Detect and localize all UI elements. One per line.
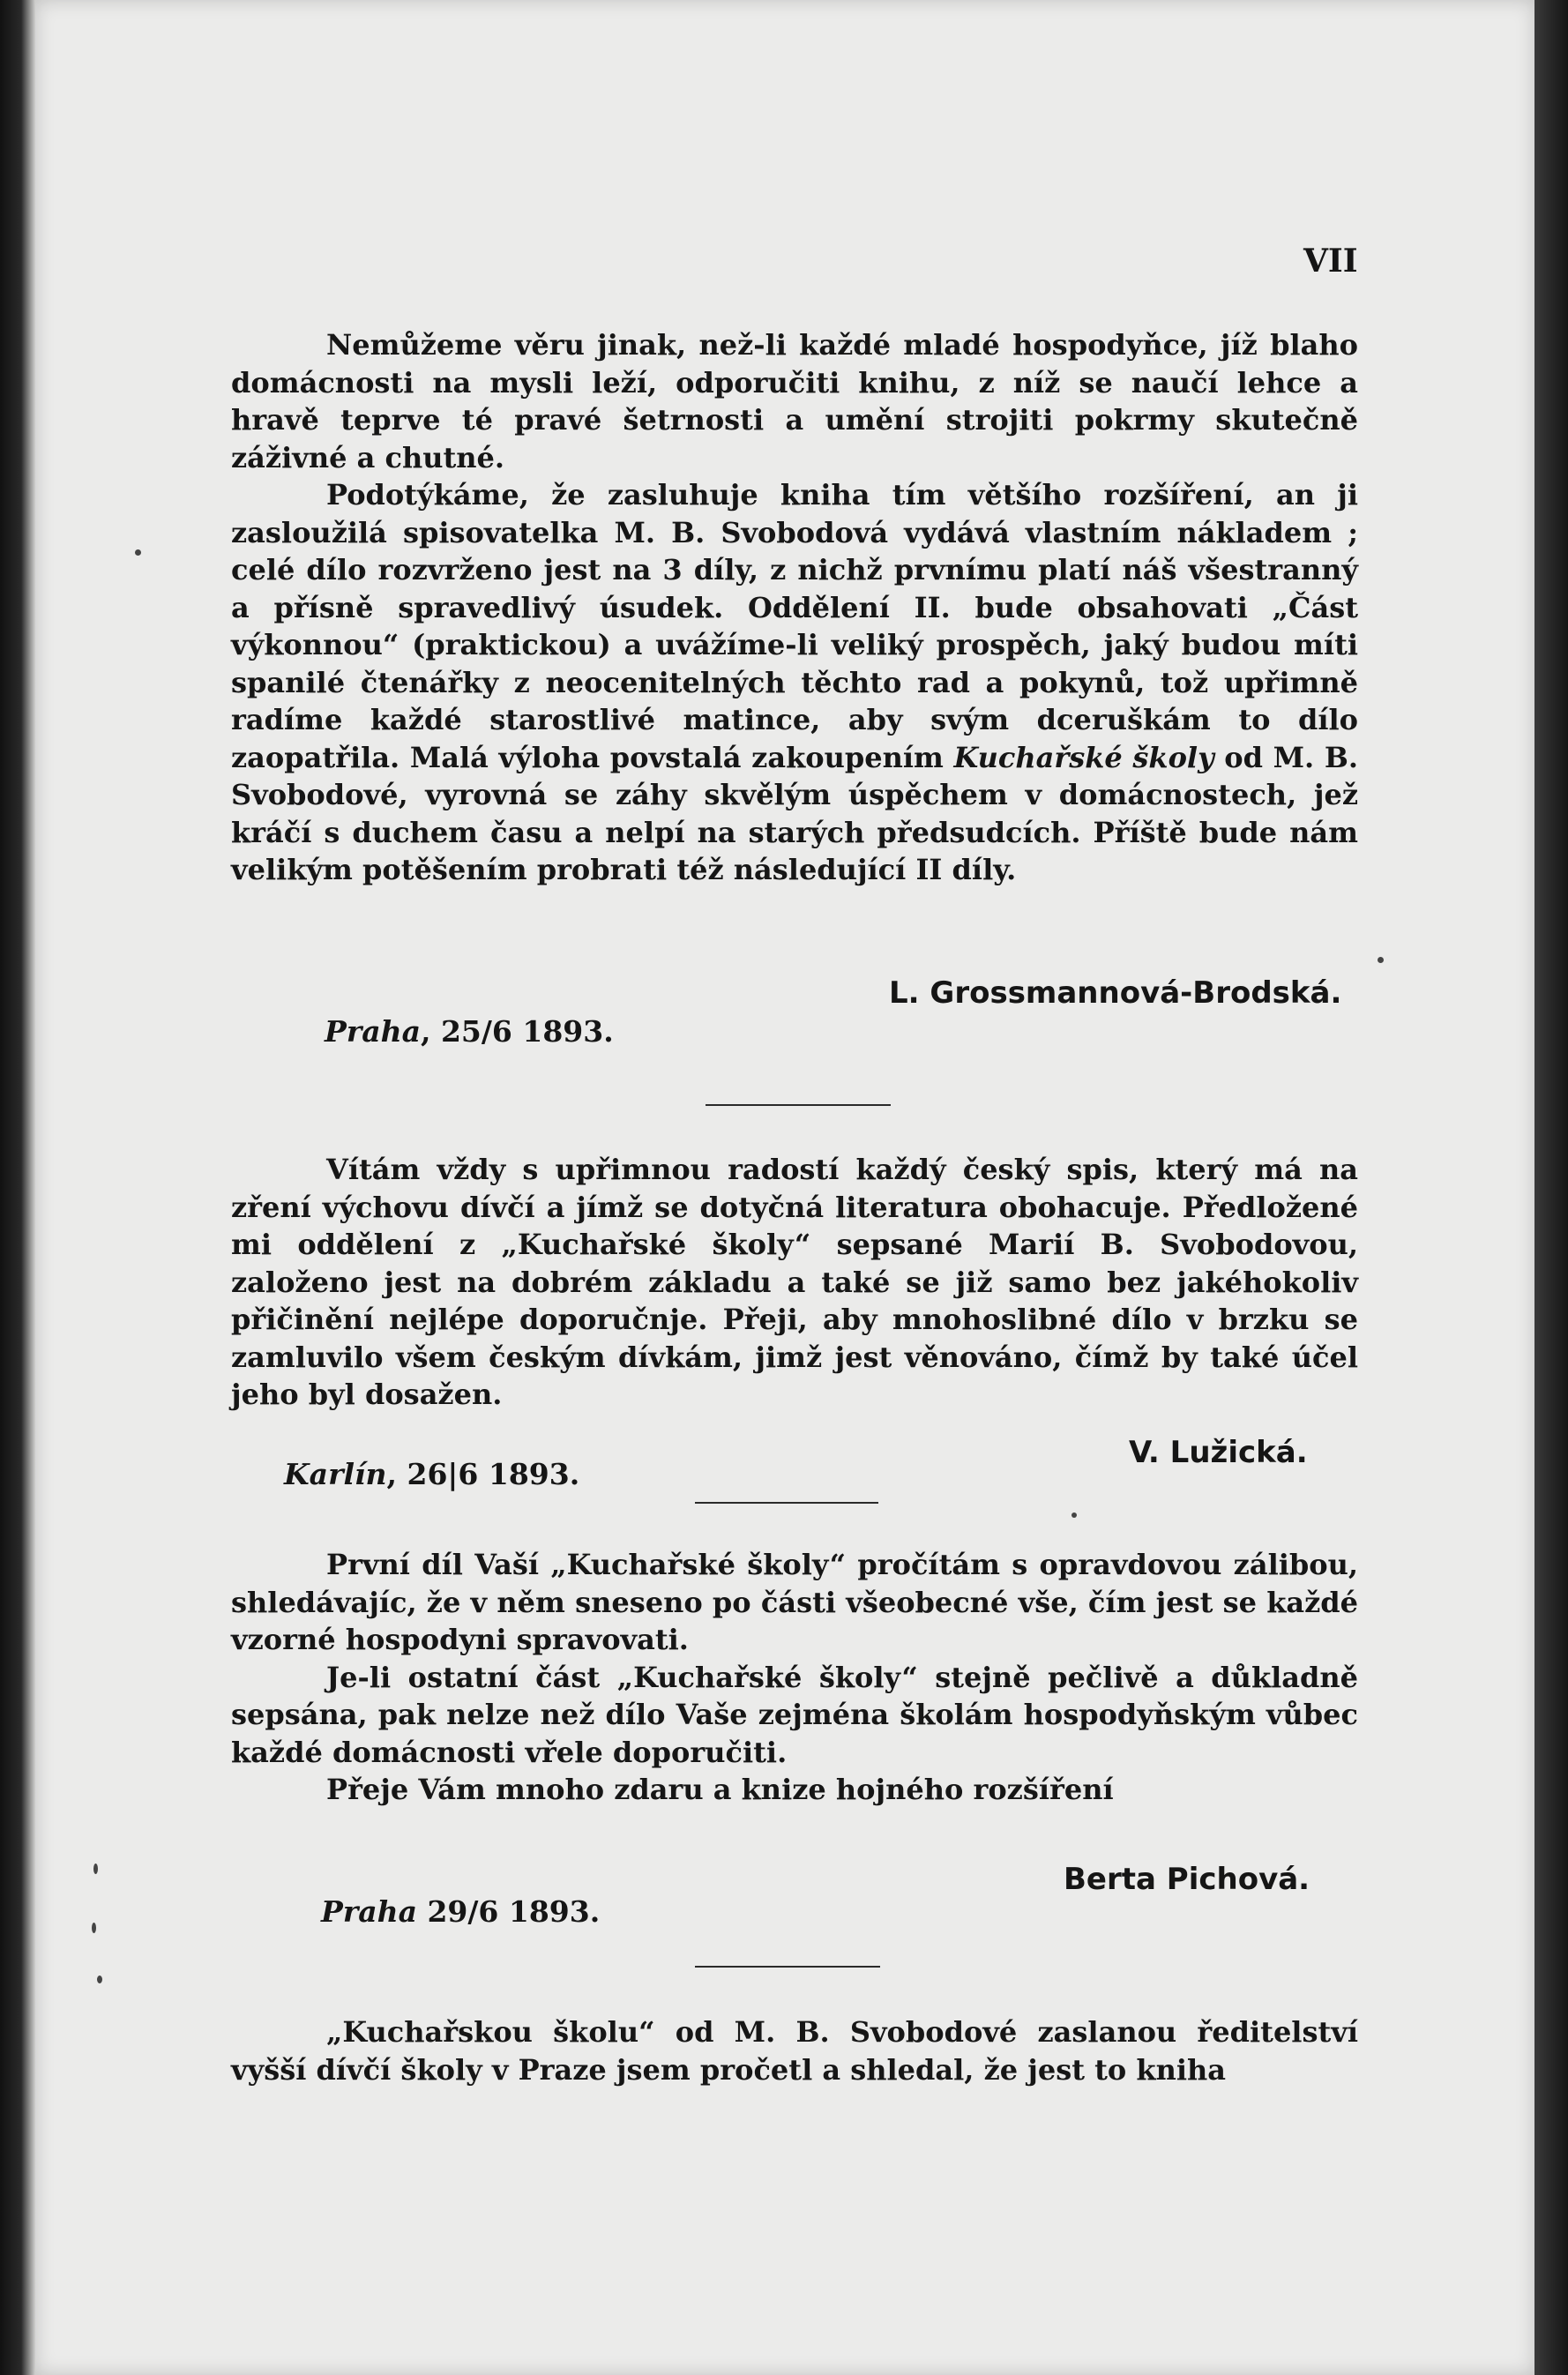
scan-speck [97,1975,102,1983]
place-date-1 [325,1014,614,1049]
book-title-italic: Kuchařské školy [953,740,1214,774]
section-divider-2 [695,1502,878,1504]
scan-right-edge [1534,0,1568,2375]
review-4-paragraph-1: „Kuchařskou školu“ od M. B. Svobodové zaslanou ředitelství vyšší dívčí školy v Praze jsem pročetl a shledal, že jest to kniha [231,2015,1358,2087]
review-section-3 [231,1546,1358,1809]
scan-speck [93,1863,98,1874]
review-section-4 [231,2013,1358,2088]
review-1-paragraph-1: Nemůžeme věru jinak, než-li každé mladé hospodyňce, jíž blaho domácnosti na mysli leží, odporučiti knihu, z níž se naučí lehce a hravě teprve té pravé šetrnosti a umění strojiti pokrmy skutečně záživné a chutné. [231,328,1358,474]
review-3-paragraph-1: První díl Vaší „Kuchařské školy“ pročítám s opravdovou zálibou, shledávajíc, že v něm sneseno po části všeobecné vše, čím jest se každé vzorné hospodyni spravovati. [231,1548,1358,1656]
section-divider-3 [695,1966,880,1968]
review-2-paragraph-1: Vítám vždy s upřimnou radostí každý český spis, který má na zření výchovu dívčí a jímž se dotyčná literatura obohacuje. Předložené mi oddělení z „Kuchařské školy“ sepsané Marií B. Svobodovou, založeno jest na dobrém základu a také se již samo bez jakéhokoliv přičinění nejlépe doporučnje. Přeji, aby mnohoslibné dílo v brzku se zamluvilo všem českým dívkám, jimž jest věnováno, čímž by také účel jeho byl dosažen. [231,1153,1358,1411]
place-name-2: Karlín [284,1457,387,1491]
scan-speck [1071,1512,1077,1518]
review-3-paragraph-3: Přeje Vám mnoho zdaru a knize hojného rozšíření [326,1773,1114,1806]
scan-speck [1378,957,1384,963]
scan-speck [92,1923,96,1933]
page-number: VII [1303,243,1358,280]
date-2: , 26|6 1893. [386,1457,580,1491]
review-1-paragraph-2-text-a: Podotýkáme, že zasluhuje kniha tím většího rozšíření, an ji zasloužilá spisovatelka M. B. Svobodová vydává vlastním nákladem ; celé dílo rozvrženo jest na 3 díly, z nichž prvnímu platí náš všestranný a přísně spravedlivý úsudek. Oddělení II. bude obsahovati „Část výkonnou“ (praktickou) a uvážíme-li veliký prospěch, jaký budou míti spanilé čtenářky z neocenitelných těchto rad a pokynů, tož upřimně radíme každé starostlivé matince, aby svým dceruškám to dílo zaopatřila. Malá výloha povstalá zakoupením [231,478,1358,774]
section-divider-1 [706,1104,891,1106]
signature-luzicka: V. Lužická. [1129,1435,1308,1470]
date-3: 29/6 1893. [416,1894,601,1929]
place-date-3 [321,1894,600,1929]
scan-speck [135,549,141,556]
date-1: , 25/6 1893. [420,1014,614,1049]
signature-pichova: Berta Pichová. [1064,1862,1310,1897]
place-name-3: Praha [321,1894,417,1929]
review-section-2 [231,1151,1358,1414]
scan-left-edge [0,0,35,2375]
place-name-1: Praha [325,1014,421,1049]
review-1-paragraph-2 [231,476,1358,889]
signature-grossmannova: L. Grossmannová-Brodská. [889,975,1342,1011]
place-date-2 [284,1457,579,1491]
review-1-paragraph-2-text-b: od M. B. Svobodové, vyrovná se záhy skvělým úspěchem v domácnostech, jež kráčí s duchem času a nelpí na starých předsudcích. Příště bude nám velikým potěšením probrati též následující II díly. [231,740,1358,886]
review-3-paragraph-2: Je-li ostatní část „Kuchařské školy“ stejně pečlivě a důkladně sepsána, pak nelze než dílo Vaše zejména školám hospodyňským vůbec každé domácnosti vřele doporučiti. [231,1660,1358,1769]
review-section-1 [231,326,1358,889]
